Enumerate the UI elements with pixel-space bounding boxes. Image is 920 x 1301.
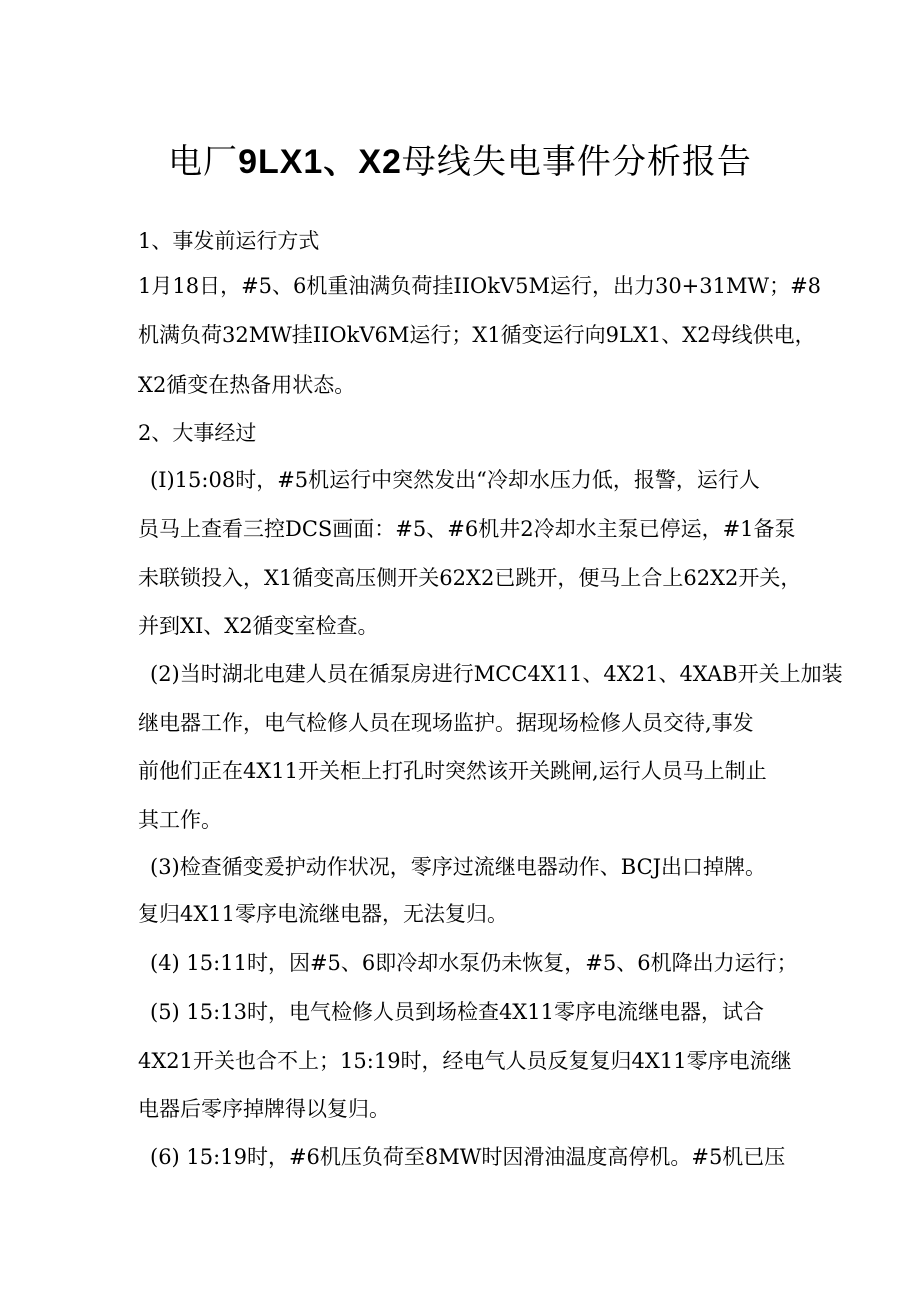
- paragraph-line: 电器后零序掉牌得以复归。: [138, 1097, 390, 1121]
- item-2-line: (2)当时湖北电建人员在循泵房进行MCC4X11、4X21、4XAB开关上加装: [150, 662, 843, 686]
- paragraph-line: X2循变在热备用状态。: [138, 373, 356, 397]
- title-suffix: 母线失电事件分析报告: [401, 142, 752, 182]
- item-4-line: (4) 15:11时，因#5、6即冷却水泵仍未恢复，#5、6机降出力运行；: [150, 951, 798, 975]
- paragraph-line: 机满负荷32MW挂IIOkV6M运行；X1循变运行向9LX1、X2母线供电，: [138, 323, 816, 347]
- paragraph-line: 其工作。: [138, 808, 222, 832]
- section-heading-2: 2、大事经过: [138, 421, 257, 445]
- item-3-line: (3)检查循变爰护动作状况，零序过流继电器动作、BCJ出口掉牌。: [150, 855, 767, 879]
- title-prefix: 电厂: [168, 142, 239, 182]
- document-title: [0, 138, 920, 186]
- paragraph-line: 1月18日，#5、6机重油满负荷挂IIOkV5M运行，出力30+31MW；#8: [138, 274, 822, 298]
- paragraph-line: 继电器工作，电气检修人员在现场监护。据现场检修人员交待,事发: [138, 711, 754, 735]
- section-heading-1: 1、事发前运行方式: [138, 229, 320, 253]
- title-latin: 9LX1、X2: [238, 143, 402, 181]
- paragraph-line: 未联锁投入，X1循变高压侧开关62X2已跳开，便马上合上62X2开关，: [138, 566, 802, 590]
- paragraph-line: 4X21开关也合不上；15:19时，经电气人员反复复归4X11零序电流继: [138, 1049, 792, 1073]
- paragraph-line: 并到XI、X2循变室检查。: [138, 614, 379, 638]
- item-6-line: (6) 15:19时，#6机压负荷至8MW时因滑油温度高停机。#5机已压: [150, 1145, 786, 1169]
- paragraph-line: 前他们正在4X11开关柜上打孔时突然该开关跳闸,运行人员马上制止: [138, 759, 767, 783]
- item-1-line: (I)15:08时，#5机运行中突然发出“冷却水压力低，报警，运行人: [150, 468, 760, 492]
- item-5-line: (5) 15:13时，电气检修人员到场检查4X11零序电流继电器，试合: [150, 1000, 764, 1024]
- paragraph-line: 员马上查看三控DCS画面：#5、#6机井2冷却水主泵已停运，#1备泵: [138, 517, 796, 541]
- paragraph-line: 复归4X11零序电流继电器，无法复归。: [138, 902, 509, 926]
